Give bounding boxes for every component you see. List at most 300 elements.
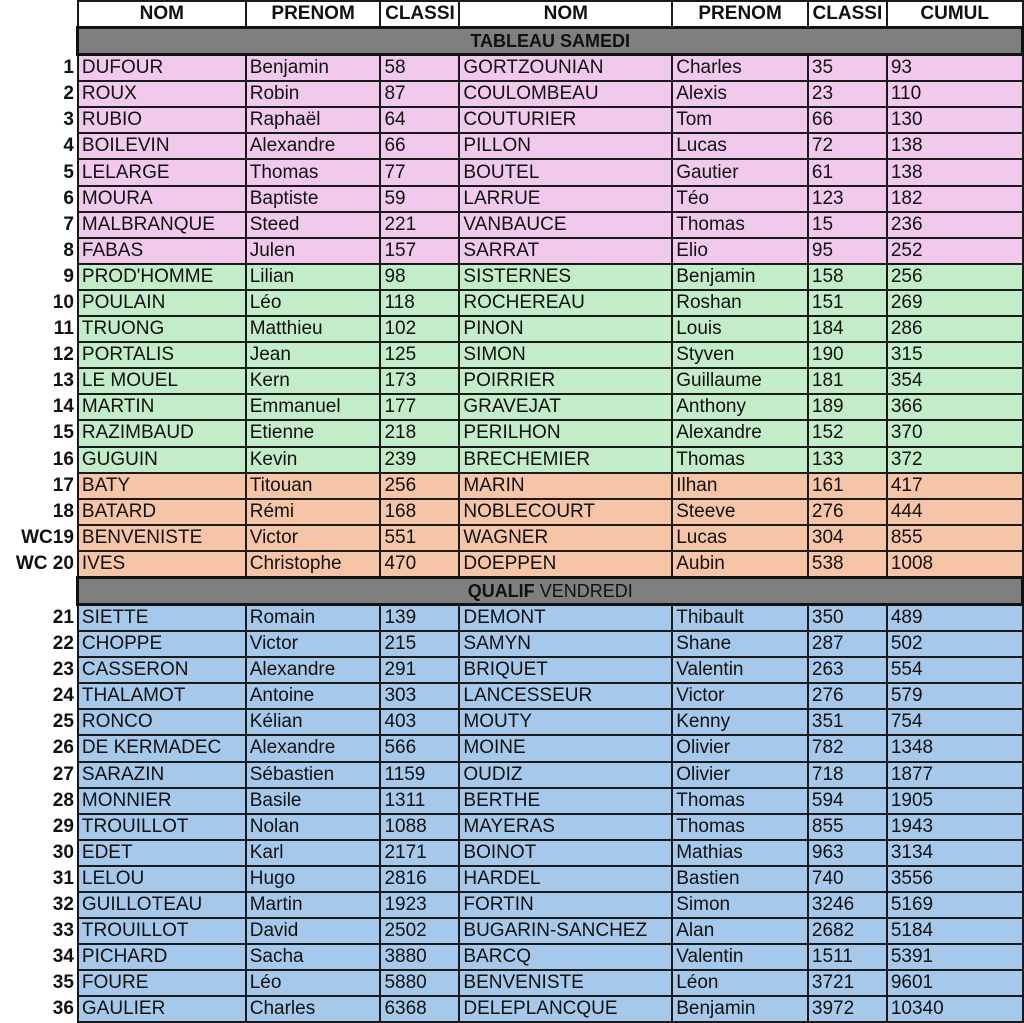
row-number: 1 <box>0 55 78 82</box>
cell-nom-1: BATARD <box>78 499 246 525</box>
cell-nom-2: DEMONT <box>459 604 672 631</box>
row-number: 18 <box>0 499 78 525</box>
row-number: 14 <box>0 394 78 420</box>
cell-nom-1: TROUILLOT <box>78 814 246 840</box>
header-cumul: CUMUL <box>887 1 1023 28</box>
cell-prenom-2: Victor <box>672 683 808 709</box>
cell-cumul: 489 <box>887 604 1023 631</box>
cell-cumul: 1348 <box>887 735 1023 761</box>
cell-classi-1: 58 <box>380 55 459 82</box>
cell-cumul: 444 <box>887 499 1023 525</box>
row-number: 25 <box>0 709 78 735</box>
cell-nom-2: SISTERNES <box>459 264 672 290</box>
cell-prenom-1: Raphaël <box>246 107 381 133</box>
cell-nom-2: BOUTEL <box>459 159 672 185</box>
cell-cumul: 366 <box>887 394 1023 420</box>
cell-cumul: 354 <box>887 368 1023 394</box>
cell-cumul: 370 <box>887 420 1023 446</box>
row-number: 9 <box>0 264 78 290</box>
row-number: 32 <box>0 892 78 918</box>
cell-prenom-1: Alexandre <box>246 133 381 159</box>
header-nom-1: NOM <box>78 1 246 28</box>
cell-classi-1: 2816 <box>380 866 459 892</box>
table-row <box>0 814 1023 840</box>
cell-prenom-2: Ilhan <box>672 473 808 499</box>
cell-cumul: 269 <box>887 290 1023 316</box>
row-number: 13 <box>0 368 78 394</box>
cell-cumul: 754 <box>887 709 1023 735</box>
cell-nom-1: BATY <box>78 473 246 499</box>
table-row <box>0 944 1023 970</box>
table-row <box>0 394 1023 420</box>
header-nom-2: NOM <box>459 1 672 28</box>
header-classi-1: CLASSI <box>380 1 459 28</box>
cell-classi-1: 1088 <box>380 814 459 840</box>
section-row-samedi <box>0 28 1023 55</box>
cell-prenom-2: Gautier <box>672 159 808 185</box>
table-row <box>0 551 1023 578</box>
cell-cumul: 1008 <box>887 551 1023 578</box>
cell-nom-1: ROUX <box>78 81 246 107</box>
cell-nom-1: POULAIN <box>78 290 246 316</box>
cell-classi-1: 551 <box>380 525 459 551</box>
cell-classi-1: 125 <box>380 342 459 368</box>
cell-nom-2: OUDIZ <box>459 762 672 788</box>
cell-prenom-1: Léo <box>246 970 381 996</box>
table-row <box>0 657 1023 683</box>
cell-nom-2: GORTZOUNIAN <box>459 55 672 82</box>
cell-cumul: 3134 <box>887 840 1023 866</box>
cell-classi-1: 256 <box>380 473 459 499</box>
cell-nom-1: PORTALIS <box>78 342 246 368</box>
cell-cumul: 236 <box>887 212 1023 238</box>
cell-cumul: 138 <box>887 133 1023 159</box>
cell-prenom-1: Sébastien <box>246 762 381 788</box>
cell-prenom-1: Alexandre <box>246 735 381 761</box>
cell-prenom-2: Valentin <box>672 944 808 970</box>
table-row <box>0 55 1023 82</box>
cell-prenom-2: Téo <box>672 186 808 212</box>
cell-nom-1: GAULIER <box>78 996 246 1022</box>
cell-classi-1: 87 <box>380 81 459 107</box>
cell-classi-2: 35 <box>808 55 887 82</box>
cell-nom-2: BOINOT <box>459 840 672 866</box>
cell-nom-2: BRIQUET <box>459 657 672 683</box>
cell-nom-1: EDET <box>78 840 246 866</box>
row-number: 26 <box>0 735 78 761</box>
cell-nom-1: RAZIMBAUD <box>78 420 246 446</box>
cell-classi-1: 215 <box>380 631 459 657</box>
table-row <box>0 473 1023 499</box>
cell-prenom-1: Robin <box>246 81 381 107</box>
cell-prenom-2: Guillaume <box>672 368 808 394</box>
cell-cumul: 130 <box>887 107 1023 133</box>
cell-classi-2: 123 <box>808 186 887 212</box>
cell-classi-1: 98 <box>380 264 459 290</box>
cell-prenom-2: Kenny <box>672 709 808 735</box>
cell-classi-2: 66 <box>808 107 887 133</box>
cell-classi-2: 189 <box>808 394 887 420</box>
cell-prenom-1: Thomas <box>246 159 381 185</box>
cell-prenom-1: Hugo <box>246 866 381 892</box>
cell-classi-2: 95 <box>808 238 887 264</box>
cell-nom-1: CASSERON <box>78 657 246 683</box>
table-row <box>0 316 1023 342</box>
cell-prenom-1: David <box>246 918 381 944</box>
cell-classi-2: 184 <box>808 316 887 342</box>
cell-classi-1: 221 <box>380 212 459 238</box>
row-number: 16 <box>0 447 78 473</box>
cell-nom-1: GUILLOTEAU <box>78 892 246 918</box>
cell-classi-2: 304 <box>808 525 887 551</box>
table-row <box>0 840 1023 866</box>
cell-nom-2: LANCESSEUR <box>459 683 672 709</box>
cell-nom-2: DOEPPEN <box>459 551 672 578</box>
cell-classi-1: 1311 <box>380 788 459 814</box>
cell-classi-2: 718 <box>808 762 887 788</box>
cell-cumul: 110 <box>887 81 1023 107</box>
cell-prenom-1: Nolan <box>246 814 381 840</box>
cell-cumul: 315 <box>887 342 1023 368</box>
table-row <box>0 186 1023 212</box>
cell-nom-2: BRECHEMIER <box>459 447 672 473</box>
cell-classi-1: 77 <box>380 159 459 185</box>
row-number: 15 <box>0 420 78 446</box>
table-row <box>0 499 1023 525</box>
cell-cumul: 1877 <box>887 762 1023 788</box>
cell-prenom-1: Jean <box>246 342 381 368</box>
cell-prenom-1: Basile <box>246 788 381 814</box>
row-number: WC19 <box>0 525 78 551</box>
cell-classi-2: 181 <box>808 368 887 394</box>
cell-nom-2: LARRUE <box>459 186 672 212</box>
row-number: 4 <box>0 133 78 159</box>
cell-classi-1: 239 <box>380 447 459 473</box>
cell-classi-2: 15 <box>808 212 887 238</box>
cell-cumul: 502 <box>887 631 1023 657</box>
cell-nom-1: BOILEVIN <box>78 133 246 159</box>
cell-prenom-2: Roshan <box>672 290 808 316</box>
row-number: 34 <box>0 944 78 970</box>
cell-nom-1: IVES <box>78 551 246 578</box>
cell-classi-1: 66 <box>380 133 459 159</box>
cell-cumul: 5391 <box>887 944 1023 970</box>
cell-nom-1: RONCO <box>78 709 246 735</box>
table-row <box>0 996 1023 1022</box>
row-number: WC 20 <box>0 551 78 578</box>
cell-classi-1: 6368 <box>380 996 459 1022</box>
cell-prenom-1: Charles <box>246 996 381 1022</box>
cell-nom-2: VANBAUCE <box>459 212 672 238</box>
table-row <box>0 604 1023 631</box>
table-body <box>0 1 1023 1022</box>
cell-nom-1: MONNIER <box>78 788 246 814</box>
cell-prenom-2: Shane <box>672 631 808 657</box>
cell-nom-1: PICHARD <box>78 944 246 970</box>
row-number: 31 <box>0 866 78 892</box>
cell-classi-1: 470 <box>380 551 459 578</box>
table-row <box>0 81 1023 107</box>
cell-cumul: 5184 <box>887 918 1023 944</box>
row-number: 36 <box>0 996 78 1022</box>
cell-classi-1: 118 <box>380 290 459 316</box>
cell-nom-1: GUGUIN <box>78 447 246 473</box>
table-row <box>0 290 1023 316</box>
cell-nom-2: FORTIN <box>459 892 672 918</box>
cell-prenom-2: Simon <box>672 892 808 918</box>
cell-classi-1: 303 <box>380 683 459 709</box>
cell-prenom-2: Lucas <box>672 133 808 159</box>
cell-prenom-2: Olivier <box>672 762 808 788</box>
table-row <box>0 892 1023 918</box>
cell-classi-1: 3880 <box>380 944 459 970</box>
cell-nom-2: GRAVEJAT <box>459 394 672 420</box>
cell-nom-2: BUGARIN-SANCHEZ <box>459 918 672 944</box>
cell-cumul: 286 <box>887 316 1023 342</box>
table-row <box>0 683 1023 709</box>
section-title-vendredi <box>78 577 1023 604</box>
cell-classi-1: 1159 <box>380 762 459 788</box>
cell-prenom-2: Thomas <box>672 447 808 473</box>
table-row <box>0 368 1023 394</box>
cell-nom-2: NOBLECOURT <box>459 499 672 525</box>
cell-nom-2: BARCQ <box>459 944 672 970</box>
cell-cumul: 417 <box>887 473 1023 499</box>
section-row-vendredi <box>0 577 1023 604</box>
cell-cumul: 1905 <box>887 788 1023 814</box>
row-number: 29 <box>0 814 78 840</box>
cell-classi-2: 23 <box>808 81 887 107</box>
cell-prenom-2: Thomas <box>672 212 808 238</box>
cell-nom-2: SIMON <box>459 342 672 368</box>
cell-classi-2: 855 <box>808 814 887 840</box>
cell-nom-1: SARAZIN <box>78 762 246 788</box>
cell-cumul: 579 <box>887 683 1023 709</box>
cell-classi-1: 64 <box>380 107 459 133</box>
cell-nom-2: MOINE <box>459 735 672 761</box>
table-row <box>0 107 1023 133</box>
table-row <box>0 264 1023 290</box>
row-number: 6 <box>0 186 78 212</box>
cell-nom-2: MARIN <box>459 473 672 499</box>
cell-classi-2: 3246 <box>808 892 887 918</box>
cell-classi-2: 351 <box>808 709 887 735</box>
table-row <box>0 788 1023 814</box>
cell-prenom-1: Victor <box>246 631 381 657</box>
cell-nom-1: LELOU <box>78 866 246 892</box>
cell-prenom-1: Kern <box>246 368 381 394</box>
cell-prenom-1: Antoine <box>246 683 381 709</box>
cell-classi-2: 782 <box>808 735 887 761</box>
cell-classi-2: 133 <box>808 447 887 473</box>
table-row <box>0 159 1023 185</box>
cell-cumul: 554 <box>887 657 1023 683</box>
row-number: 2 <box>0 81 78 107</box>
cell-nom-2: PINON <box>459 316 672 342</box>
cell-nom-1: MOURA <box>78 186 246 212</box>
cell-nom-2: ROCHEREAU <box>459 290 672 316</box>
cell-classi-1: 291 <box>380 657 459 683</box>
cell-prenom-2: Mathias <box>672 840 808 866</box>
cell-prenom-2: Elio <box>672 238 808 264</box>
cell-prenom-2: Benjamin <box>672 996 808 1022</box>
cell-prenom-2: Tom <box>672 107 808 133</box>
cell-nom-1: TROUILLOT <box>78 918 246 944</box>
cell-classi-2: 276 <box>808 499 887 525</box>
cell-nom-2: HARDEL <box>459 866 672 892</box>
cell-nom-1: BENVENISTE <box>78 525 246 551</box>
table-row <box>0 420 1023 446</box>
table-row <box>0 735 1023 761</box>
cell-cumul: 182 <box>887 186 1023 212</box>
cell-cumul: 256 <box>887 264 1023 290</box>
section-title-vendredi-bold: QUALIF <box>467 580 535 601</box>
cell-nom-1: TRUONG <box>78 316 246 342</box>
cell-cumul: 252 <box>887 238 1023 264</box>
section-title-samedi: TABLEAU SAMEDI <box>78 28 1023 55</box>
cell-classi-1: 2171 <box>380 840 459 866</box>
row-number: 3 <box>0 107 78 133</box>
row-number: 33 <box>0 918 78 944</box>
cell-classi-1: 2502 <box>380 918 459 944</box>
cell-classi-1: 168 <box>380 499 459 525</box>
cell-nom-2: DELEPLANCQUE <box>459 996 672 1022</box>
cell-prenom-1: Romain <box>246 604 381 631</box>
table-row <box>0 212 1023 238</box>
cell-classi-2: 72 <box>808 133 887 159</box>
cell-nom-1: DUFOUR <box>78 55 246 82</box>
cell-nom-2: WAGNER <box>459 525 672 551</box>
cell-prenom-2: Anthony <box>672 394 808 420</box>
table-row <box>0 866 1023 892</box>
row-number: 30 <box>0 840 78 866</box>
cell-nom-1: THALAMOT <box>78 683 246 709</box>
cell-classi-1: 218 <box>380 420 459 446</box>
cell-nom-2: MOUTY <box>459 709 672 735</box>
cell-prenom-1: Kélian <box>246 709 381 735</box>
cell-nom-2: POIRRIER <box>459 368 672 394</box>
cell-nom-1: MARTIN <box>78 394 246 420</box>
cell-classi-1: 566 <box>380 735 459 761</box>
cell-nom-2: MAYERAS <box>459 814 672 840</box>
table-row <box>0 342 1023 368</box>
cell-prenom-1: Matthieu <box>246 316 381 342</box>
cell-classi-2: 152 <box>808 420 887 446</box>
cell-cumul: 1943 <box>887 814 1023 840</box>
row-number: 10 <box>0 290 78 316</box>
cell-cumul: 93 <box>887 55 1023 82</box>
cell-classi-2: 538 <box>808 551 887 578</box>
cell-prenom-1: Sacha <box>246 944 381 970</box>
cell-prenom-2: Louis <box>672 316 808 342</box>
cell-prenom-1: Baptiste <box>246 186 381 212</box>
table-row <box>0 447 1023 473</box>
cell-cumul: 9601 <box>887 970 1023 996</box>
cell-prenom-2: Léon <box>672 970 808 996</box>
header-row <box>0 1 1023 28</box>
cell-classi-2: 263 <box>808 657 887 683</box>
cell-classi-2: 151 <box>808 290 887 316</box>
row-number: 27 <box>0 762 78 788</box>
cell-classi-1: 177 <box>380 394 459 420</box>
header-prenom-1: PRENOM <box>246 1 381 28</box>
header-corner <box>0 1 78 28</box>
cell-classi-2: 287 <box>808 631 887 657</box>
cell-classi-1: 5880 <box>380 970 459 996</box>
cell-nom-2: BENVENISTE <box>459 970 672 996</box>
cell-classi-2: 2682 <box>808 918 887 944</box>
cell-prenom-1: Lilian <box>246 264 381 290</box>
cell-prenom-1: Christophe <box>246 551 381 578</box>
cell-prenom-2: Thomas <box>672 814 808 840</box>
cell-prenom-1: Rémi <box>246 499 381 525</box>
cell-cumul: 855 <box>887 525 1023 551</box>
cell-nom-1: CHOPPE <box>78 631 246 657</box>
table-row <box>0 525 1023 551</box>
cell-classi-1: 102 <box>380 316 459 342</box>
cell-prenom-1: Benjamin <box>246 55 381 82</box>
table-row <box>0 918 1023 944</box>
cell-classi-2: 3972 <box>808 996 887 1022</box>
cell-nom-2: COUTURIER <box>459 107 672 133</box>
cell-classi-1: 1923 <box>380 892 459 918</box>
row-number: 17 <box>0 473 78 499</box>
cell-nom-2: COULOMBEAU <box>459 81 672 107</box>
row-number: 28 <box>0 788 78 814</box>
cell-classi-1: 403 <box>380 709 459 735</box>
cell-classi-1: 173 <box>380 368 459 394</box>
cell-nom-1: LELARGE <box>78 159 246 185</box>
table-row <box>0 238 1023 264</box>
cell-prenom-1: Alexandre <box>246 657 381 683</box>
cell-nom-2: SARRAT <box>459 238 672 264</box>
cell-classi-2: 190 <box>808 342 887 368</box>
cell-cumul: 138 <box>887 159 1023 185</box>
cell-classi-2: 276 <box>808 683 887 709</box>
cell-prenom-1: Victor <box>246 525 381 551</box>
row-number: 23 <box>0 657 78 683</box>
row-number: 7 <box>0 212 78 238</box>
cell-classi-2: 740 <box>808 866 887 892</box>
cell-prenom-1: Julen <box>246 238 381 264</box>
cell-classi-2: 161 <box>808 473 887 499</box>
cell-nom-1: DE KERMADEC <box>78 735 246 761</box>
cell-nom-2: PILLON <box>459 133 672 159</box>
cell-prenom-2: Steeve <box>672 499 808 525</box>
cell-prenom-2: Olivier <box>672 735 808 761</box>
cell-prenom-1: Kevin <box>246 447 381 473</box>
row-number: 22 <box>0 631 78 657</box>
cell-nom-1: SIETTE <box>78 604 246 631</box>
cell-prenom-2: Aubin <box>672 551 808 578</box>
cell-nom-1: FOURE <box>78 970 246 996</box>
cell-prenom-1: Karl <box>246 840 381 866</box>
cell-classi-2: 350 <box>808 604 887 631</box>
cell-prenom-2: Thibault <box>672 604 808 631</box>
row-number: 11 <box>0 316 78 342</box>
cell-cumul: 3556 <box>887 866 1023 892</box>
cell-nom-2: SAMYN <box>459 631 672 657</box>
cell-cumul: 5169 <box>887 892 1023 918</box>
cell-classi-1: 157 <box>380 238 459 264</box>
cell-classi-1: 59 <box>380 186 459 212</box>
header-classi-2: CLASSI <box>808 1 887 28</box>
cell-prenom-2: Thomas <box>672 788 808 814</box>
cell-nom-1: PROD'HOMME <box>78 264 246 290</box>
cell-prenom-2: Charles <box>672 55 808 82</box>
cell-classi-2: 1511 <box>808 944 887 970</box>
row-number: 35 <box>0 970 78 996</box>
